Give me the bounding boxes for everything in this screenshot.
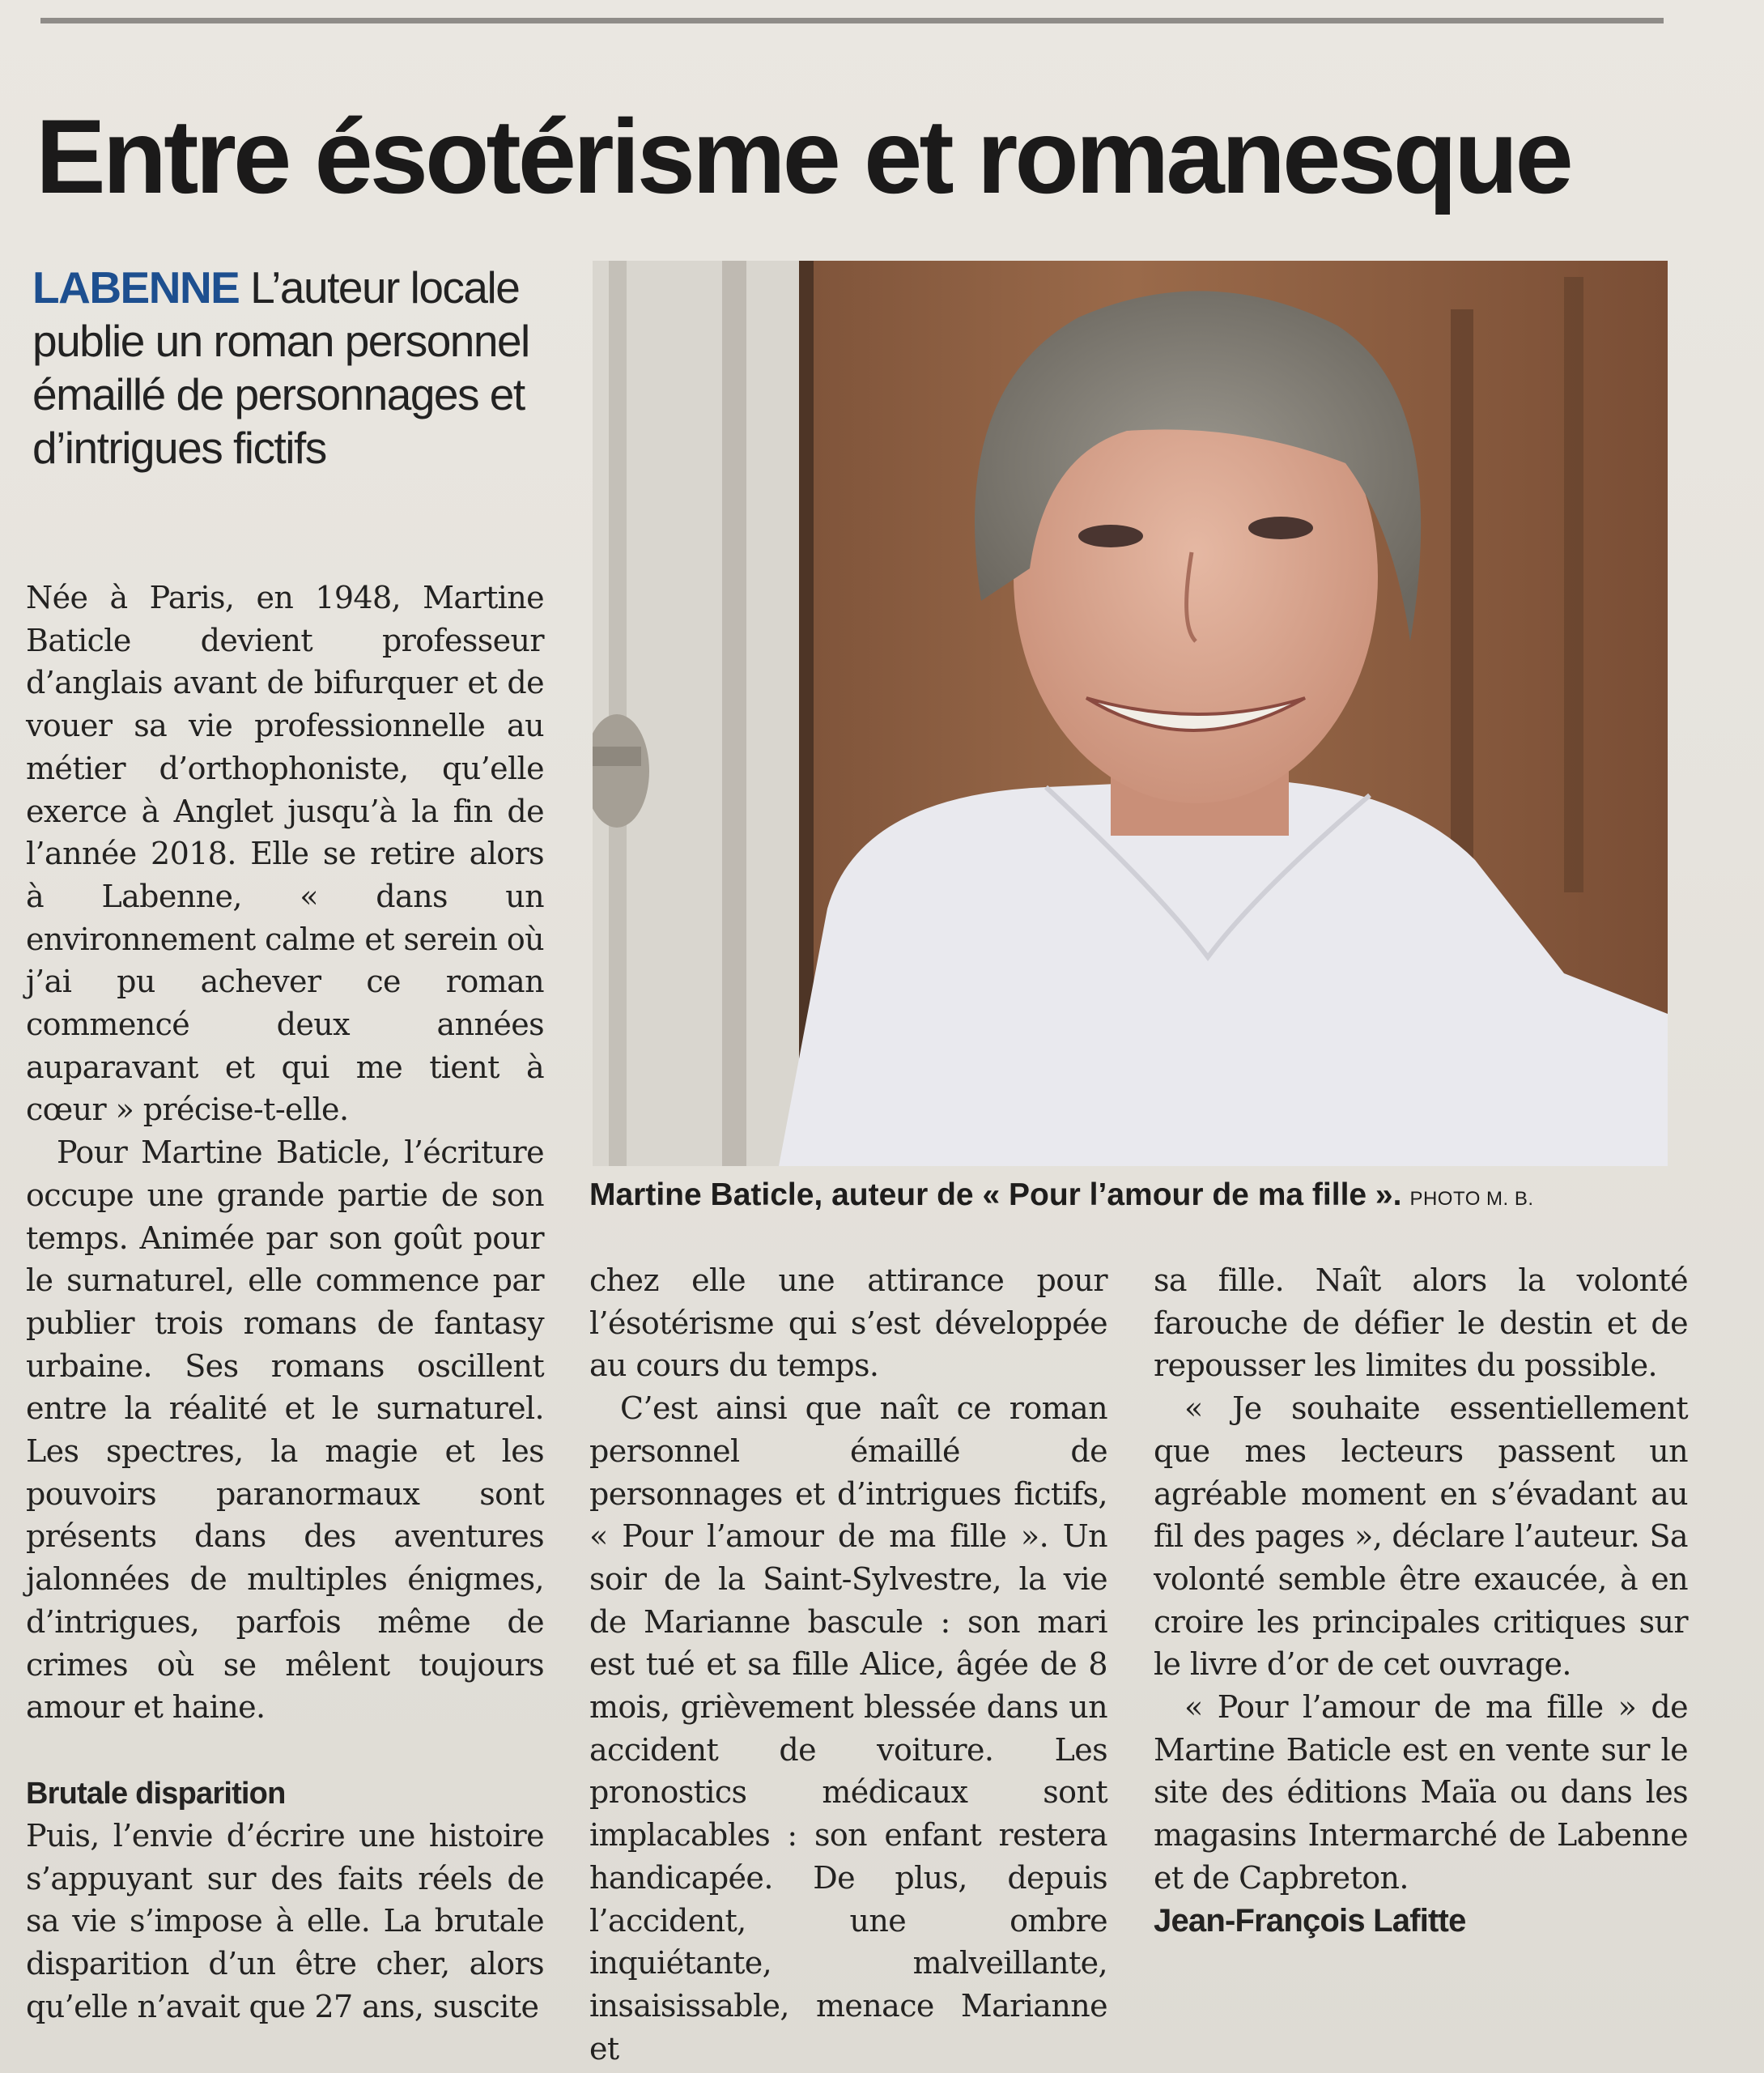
body-paragraph: Puis, l’envie d’écrire une histoire s’appuyant sur des faits réels de sa vie s’impose à elle. La brutale disparition d’un être cher, alors qu’elle n’avait que 27 ans, suscite <box>26 1817 544 2024</box>
article-headline: Entre ésotérisme et romanesque <box>36 97 1571 215</box>
body-paragraph: C’est ainsi que naît ce roman personnel émaillé de personnages et d’intrigues fictifs, « Pour l’amour de ma fille ». Un soir de la Saint-Sylvestre, la vie de Marianne bascule : son mari est tué et sa fille Alice, âgée de 8 mois, grièvement blessée dans un accident de voiture. Les pronostics médicaux sont implacables : son enfant restera handicapée. De plus, depuis l’accident, une ombre inquiétante, malveillante, insaisissable, menace Marianne et <box>589 1390 1107 2067</box>
top-rule <box>40 18 1664 23</box>
body-paragraph: chez elle une attirance pour l’ésotérisme qui s’est développée au cours du temps. <box>589 1262 1107 1384</box>
article-column-2 <box>589 1259 1107 2070</box>
article-column-1 <box>26 577 544 2028</box>
photo-caption <box>589 1174 1674 1220</box>
body-paragraph: « Je souhaite essentiellement que mes lecteurs passent un agréable moment en s’évadant au fil des pages », déclare l’auteur. Sa volonté semble être exaucée, à en croire les principales critiques sur le livre d’or de cet ouvrage. <box>1154 1390 1688 1683</box>
body-paragraph: Pour Martine Baticle, l’écriture occupe une grande partie de son temps. Animée par son goût pour le surnaturel, elle commence par publier trois romans de fantasy urbaine. Ses romans oscillent entre la réalité et le surnaturel. Les spectres, la magie et les pouvoirs paranormaux sont présents dans des aventures jalonnées de multiples énigmes, d’intrigues, parfois même de crimes où se mêlent toujours amour et haine. <box>26 1134 544 1726</box>
article-column-3 <box>1154 1259 1688 1942</box>
body-paragraph: « Pour l’amour de ma fille » de Martine Baticle est en vente sur le site des éditions Maïa ou dans les magasins Intermarché de Labenne et de Capbreton. <box>1154 1689 1688 1896</box>
author-photo <box>593 261 1668 1166</box>
photo-credit: PHOTO M. B. <box>1409 1188 1534 1210</box>
kicker-place: LABENNE <box>32 262 240 313</box>
kicker-text: L’auteur locale publie un roman personnel émaillé de personnages et d’intrigues fictifs <box>32 262 529 473</box>
article-kicker <box>32 261 550 475</box>
body-paragraph: Née à Paris, en 1948, Martine Baticle devient professeur d’anglais avant de bifurquer et de vouer sa vie professionnelle au métier d’orthophoniste, qu’elle exerce à Anglet jusqu’à la fin de l’année 2018. Elle se retire alors à Labenne, « dans un environnement calme et serein où j’ai pu achever ce roman commencé deux années auparavant et qui me tient à cœur » précise-t-elle. <box>26 580 544 1128</box>
caption-text: Martine Baticle, auteur de « Pour l’amour de ma fille ». <box>589 1177 1402 1212</box>
article-byline: Jean-François Lafitte <box>1154 1902 1466 1939</box>
section-subhead: Brutale disparition <box>26 1776 286 1811</box>
body-paragraph: sa fille. Naît alors la volonté farouche de défier le destin et de repousser les limites du possible. <box>1154 1262 1688 1384</box>
